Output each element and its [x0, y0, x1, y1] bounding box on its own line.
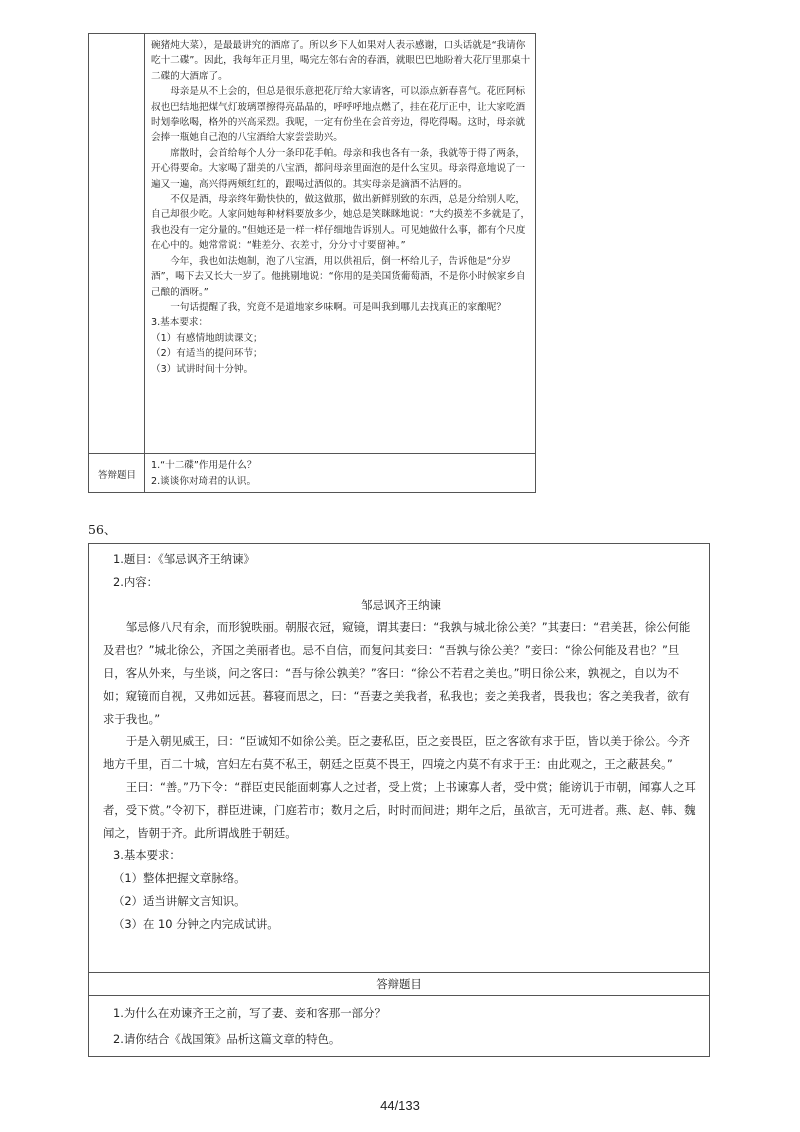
requirement-item: （2）适当讲解文言知识。 [113, 893, 246, 908]
question-item: 1.“十二碟”作用是什么？ [151, 460, 257, 471]
requirement-item: （1）整体把握文章脉络。 [113, 871, 246, 886]
article-paragraph: 邹忌修八尺有余，而形貌昳丽。朝服衣冠，窥镜，谓其妻曰：“我孰与城北徐公美？”其妻曰：“君美甚，徐公何能及君也？”城北徐公，齐国之美丽者也。忌不自信，而复问其妾曰：“吾孰与徐公美？”妾曰：“徐公何能及君也？”旦日，客从外来，与坐谈，问之客曰：“吾与徐公孰美？”客曰：“徐公不若君之美也。”明日徐公来，孰视之，自以为不如；窥镜而自视，又弗如远甚。暮寝而思之，曰：“吾妻之美我者，私我也；妾之美我者，畏我也；客之美我者，欲有求于我也。” [103, 620, 691, 726]
question-item: 1.为什么在劝谏齐王之前，写了妻、妾和客那一部分？ [113, 1006, 386, 1020]
qa-label: 答辩题目 [97, 469, 136, 481]
article-paragraph: 于是入朝见威王，曰：“臣诚知不如徐公美。臣之妻私臣，臣之妾畏臣，臣之客欲有求于臣，皆以美于徐公。今齐地方千里，百二十城，宫妇左右莫不私王，朝廷之臣莫不畏王，四境之内莫不有求于王：由此观之，王之蔽甚矣。” [103, 734, 690, 772]
article-paragraph: 王曰：“善。”乃下令：“群臣吏民能面刺寡人之过者，受上赏；上书谏寡人者，受中赏；能谤讥于市朝，闻寡人之耳者，受下赏。”令初下，群臣进谏，门庭若市；数月之后，时时而间进；期年之后，虽欲言，无可进者。燕、赵、韩、魏闻之，皆朝于齐。此所谓战胜于朝廷。 [103, 779, 696, 840]
upper-table-content [151, 38, 531, 377]
text-paragraph: 碗猪炖大菜），是最最讲究的酒席了。所以乡下人如果对人表示感谢，口头话就是“我请你吃十二碟”。因此，我每年正月里，喝完左邻右舍的春酒，就眼巴巴地盼着大花厅里那桌十二碟的大酒席了。 [151, 40, 531, 82]
question-item: 2.请你结合《战国策》品析这篇文章的特色。 [113, 1032, 341, 1046]
page-number: 44/133 [380, 1098, 420, 1113]
requirement-item: （1）有感情地朗读课文； [151, 332, 263, 344]
article-title: 邹忌讽齐王纳谏 [361, 597, 441, 612]
qa-questions [103, 1000, 699, 1052]
row-divider [89, 995, 709, 996]
lower-table-content [103, 548, 699, 936]
section-number: 56、 [88, 522, 117, 537]
text-paragraph: 今年，我也如法炮制，泡了八宝酒，用以供祖后，倒一杯给儿子，告诉他是“分岁酒”，喝下去又长大一岁了。他挑剔地说：“你用的是美国货葡萄酒，不是你小时候家乡自己酿的酒呀。” [151, 255, 526, 298]
requirement-item: （2）有适当的提问环节； [151, 348, 263, 360]
content-label: 2.内容： [113, 574, 159, 589]
requirements-title: 3.基本要求： [151, 317, 209, 329]
requirement-item: （3）试讲时间十分钟。 [151, 363, 254, 375]
requirement-item: （3）在 10 分钟之内完成试讲。 [113, 916, 279, 931]
text-paragraph: 母亲是从不上会的，但总是很乐意把花厅给大家请客，可以添点新春喜气。花匠阿标叔也巴结地把煤气灯玻璃罩擦得亮晶晶的，呼呼呼地点燃了，挂在花厅正中，让大家吃酒时划拳吆喝，格外的兴高采烈。我呢，一定有份坐在会首旁边，得吃得喝。这时，母亲就会捧一瓶她自己泡的八宝酒给大家尝尝助兴。 [151, 86, 526, 144]
question-item: 2.谈谈你对琦君的认识。 [151, 475, 257, 487]
text-paragraph: 不仅是酒，母亲终年勤快快的，做这做那，做出新鲜别致的东西，总是分给别人吃，自己却很少吃。人家问她每种材料要放多少，她总是笑眯眯地说：“大约摸差不多就是了，我也没有一定分量的。”但她还是一样一样仔细地告诉别人。可见她做什么事，都有个尺度在心中的。她常常说：“鞋差分、衣差寸，分分寸寸要留神。” [151, 194, 531, 252]
lower-table [88, 543, 710, 1057]
qa-header: 答辩题目 [376, 977, 422, 991]
upper-table [88, 33, 536, 493]
requirements-title: 3.基本要求： [113, 848, 181, 863]
qa-questions [151, 458, 531, 489]
text-paragraph: 席散时，会首给每个人分一条印花手帕。母亲和我也各有一条，我就等于得了两条，开心得要命。大家喝了甜美的八宝酒，都问母亲里面泡的是什么宝贝。母亲得意地说了一遍又一遍，高兴得两颊红红的，跟喝过酒似的。其实母亲是滴酒不沾唇的。 [151, 147, 526, 190]
upper-table-label-column [89, 34, 145, 492]
text-paragraph: 一句话提醒了我，究竟不是道地家乡味啊。可是叫我到哪儿去找真正的家酿呢？ [170, 301, 506, 313]
topic-line: 1.题目：《邹忌讽齐王纳谏》 [113, 552, 255, 566]
row-divider [89, 453, 535, 454]
